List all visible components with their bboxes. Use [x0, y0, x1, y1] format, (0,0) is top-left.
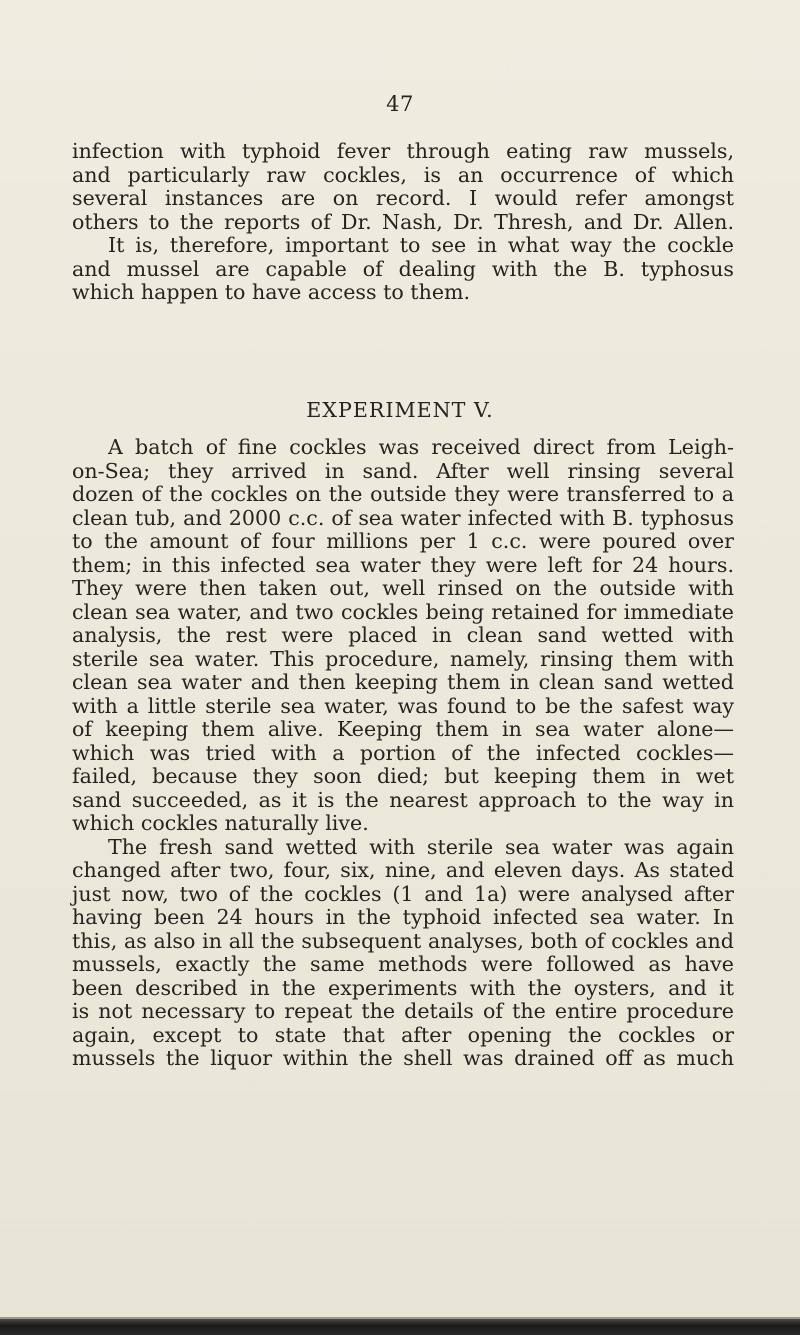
- text-line: and mussel are capable of dealing with the B. typhosus: [72, 256, 734, 281]
- text-line: several instances are on record. I would refer amongst: [72, 186, 734, 210]
- text-line: mussels, exactly the same methods were followed as have: [72, 952, 734, 976]
- text-line: to the amount of four millions per 1 c.c. were poured over: [72, 529, 734, 553]
- text-line: again, except to state that after opening the cockles or: [72, 1022, 734, 1047]
- text-line: mussels the liquor within the shell was drained off as much: [72, 1046, 734, 1070]
- text-line: which cockles naturally live.: [72, 811, 369, 835]
- text-line: sand succeeded, as it is the nearest approach to the way in: [72, 787, 734, 812]
- text-line: is not necessary to repeat the details of the entire procedure: [72, 999, 734, 1023]
- text-line: dozen of the cockles on the outside they were transferred to a: [72, 482, 734, 506]
- text-line: others to the reports of Dr. Nash, Dr. Thresh, and Dr. Allen.: [72, 209, 734, 234]
- text-line: having been 24 hours in the typhoid infected sea water. In: [72, 905, 734, 929]
- text-line: The fresh sand wetted with sterile sea water was again: [108, 834, 734, 859]
- text-line: clean sea water, and two cockles being retained for immediate: [72, 599, 734, 624]
- section-heading: EXPERIMENT V.: [306, 398, 494, 422]
- text-line: clean tub, and 2000 c.c. of sea water infected with B. typhosus: [72, 505, 734, 530]
- body-paragraph: [72, 436, 734, 1071]
- text-line: changed after two, four, six, nine, and eleven days. As stated: [72, 858, 734, 882]
- text-line: infection with typhoid fever through eating raw mussels,: [72, 139, 734, 163]
- text-line: failed, because they soon died; but keeping them in wet: [72, 764, 734, 788]
- text-line: with a little sterile sea water, was found to be the safest way: [72, 693, 734, 718]
- text-line: A batch of fine cockles was received direct from Leigh-: [108, 435, 734, 459]
- scan-bottom-edge: [0, 1319, 800, 1335]
- text-line: on-Sea; they arrived in sand. After well rinsing several: [72, 458, 734, 483]
- text-line: and particularly raw cockles, is an occurrence of which: [72, 162, 734, 187]
- page-number: 47: [386, 92, 414, 116]
- text-line: them; in this infected sea water they were left for 24 hours.: [72, 552, 734, 577]
- text-line: which was tried with a portion of the infected cockles—: [72, 740, 734, 765]
- text-line: They were then taken out, well rinsed on the outside with: [72, 576, 734, 600]
- text-line: clean sea water and then keeping them in clean sand wetted: [72, 670, 734, 694]
- text-line: just now, two of the cockles (1 and 1a) were analysed after: [72, 881, 734, 906]
- text-line: sterile sea water. This procedure, namely, rinsing them with: [72, 646, 734, 671]
- text-line: analysis, the rest were placed in clean sand wetted with: [72, 623, 734, 647]
- text-line: It is, therefore, important to see in what way the cockle: [108, 233, 734, 257]
- text-line: this, as also in all the subsequent analyses, both of cockles and: [72, 928, 734, 953]
- intro-paragraph: [72, 140, 734, 305]
- text-line: been described in the experiments with the oysters, and it: [72, 975, 734, 1000]
- text-line: which happen to have access to them.: [72, 280, 471, 304]
- text-line: of keeping them alive. Keeping them in sea water alone—: [72, 717, 734, 741]
